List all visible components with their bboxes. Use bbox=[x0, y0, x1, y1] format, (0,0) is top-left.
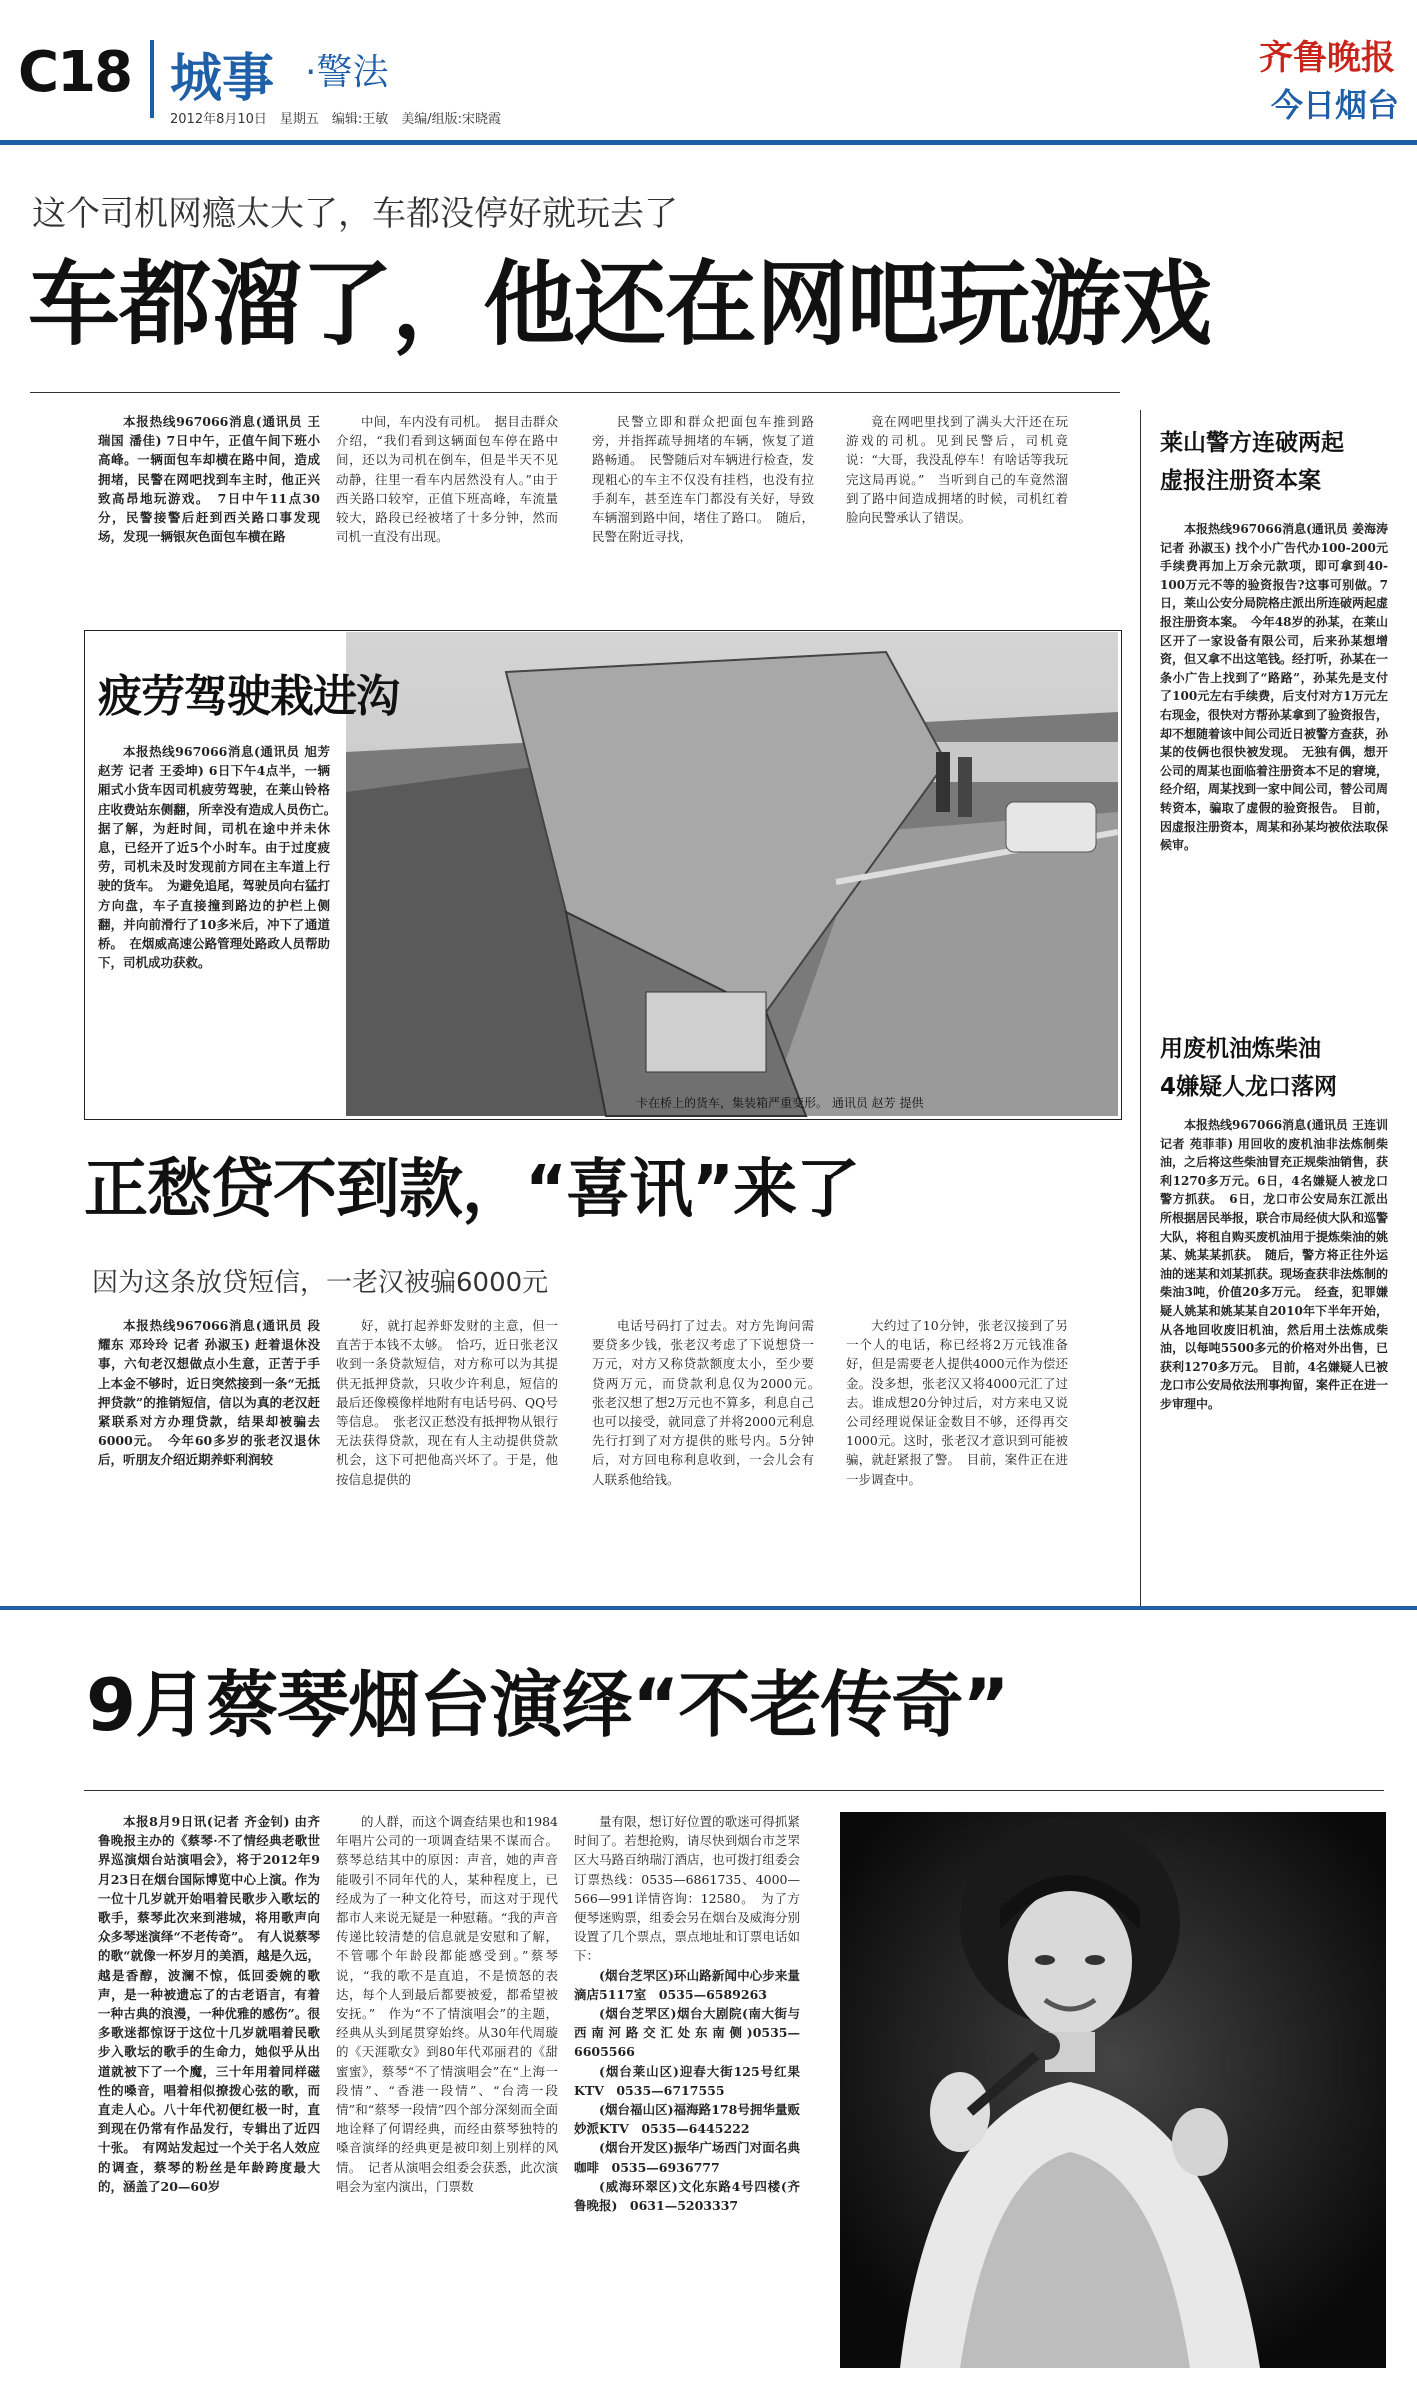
page-number: C18 bbox=[18, 40, 132, 105]
ticket-outlet: (威海环翠区)文化东路4号四楼(齐鲁晚报) 0631—5203337 bbox=[574, 2178, 800, 2214]
story3-headline: 9月蔡琴烟台演绎“不老传奇” bbox=[86, 1663, 1009, 1747]
section-title: 城事 bbox=[170, 49, 275, 109]
sidebar2-headline-line1: 用废机油炼柴油 bbox=[1160, 1036, 1321, 1062]
subsection-title: ·警法 bbox=[305, 52, 389, 93]
ticket-outlet: (烟台芝罘区)环山路新闻中心步来量滴店5117室 0535—6589263 bbox=[574, 1967, 800, 2002]
story1-rule bbox=[30, 392, 1120, 393]
ticket-outlet: (烟台开发区)振华广场西门对面名典咖啡 0535—6936777 bbox=[574, 2140, 800, 2175]
sidebar2-headline bbox=[1160, 1030, 1337, 1106]
story1-column-4: 竟在网吧里找到了满头大汗还在玩游戏的司机。见到民警后，司机竟说：“大哥，我没乱停车！有啥话等我玩完这局再说。” 当听到自己的车竟然溜到了路中间造成拥堵的时候，司机红着脸向民警承认了错误。 bbox=[846, 414, 1068, 526]
story2-column-1: 本报热线967066消息(通讯员 段耀东 邓玲玲 记者 孙淑玉) 赶着退休没事，六旬老汉想做点小生意，正苦于手上本金不够时，近日突然接到一条“无抵押贷款”的推销短信，信以为真的老汉赶紧联系对方办理贷款，结果却被骗去6000元。 今年60多岁的张老汉退休后，听朋友介绍近期养虾利润较 bbox=[98, 1318, 320, 1468]
sidebar2-headline-line2: 4嫌疑人龙口落网 bbox=[1160, 1074, 1338, 1100]
header-rule bbox=[0, 140, 1417, 145]
photo-story-headline: 疲劳驾驶栽进沟 bbox=[98, 671, 399, 722]
story1-headline: 车都溜了，他还在网吧玩游戏 bbox=[28, 251, 1212, 358]
story1-column-1: 本报热线967066消息(通讯员 王瑞国 潘佳) 7日中午，正值午间下班小高峰。一辆面包车却横在路中间，造成拥堵，民警在网吧找到车主时，他正兴致高昂地玩游戏。 7日中午11点30分，民警接警后赶到西关路口事发现场，发现一辆银灰色面包车横在路 bbox=[98, 414, 320, 545]
story2-column-4: 大约过了10分钟，张老汉接到了另一个人的电话，称已经将2万元钱准备好，但是需要老人提供4000元作为偿还金。没多想，张老汉又将4000元汇了过去。谁成想20分钟过后，对方来电又说公司经理说保证金数目不够，还得再交1000元。这时，张老汉才意识到可能被骗，就赶紧报了警。 目前，案件正在进一步调查中。 bbox=[846, 1318, 1068, 1487]
ticket-outlet: (烟台芝罘区)烟台大剧院(南大街与西南河路交汇处东南侧)0535—6605566 bbox=[574, 2006, 800, 2060]
story2-kicker: 因为这条放贷短信，一老汉被骗6000元 bbox=[92, 1268, 549, 1298]
story3-column-1: 本报8月9日讯(记者 齐金钊) 由齐鲁晚报主办的《蔡琴·不了情经典老歌世界巡演烟台站演唱会》，将于2012年9月23日在烟台国际博览中心上演。作为一位十几岁就开始唱着民歌步入歌坛的歌手，蔡琴此次来到港城，将用歌声向众多琴迷演绎“不老传奇”。 有人说蔡琴的歌“就像一杯岁月的美酒，越是久远，越是香醇，波澜不惊，低回委婉的歌声，是一种被遗忘了的古老语言，有着一种古典的浪漫，一种优雅的感伤”。很多歌迷都惊讶于这位十几岁就唱着民歌步入歌坛的歌手的生命力，她似乎从出道就被下了一个魔，三十年用着同样磁性的嗓音，唱着相似撩拨心弦的歌，而直走人心。八十年代初便红极一时，直到现在仍常有作品发行，专辑出了近四十张。 有网站发起过一个关于名人效应的调查，蔡琴的粉丝是年龄跨度最大的，涵盖了20—60岁 bbox=[98, 1814, 320, 2194]
sidebar1-headline-line2: 虚报注册资本案 bbox=[1160, 468, 1321, 494]
sidebar-rule bbox=[1140, 410, 1141, 1610]
story1-kicker: 这个司机网瘾太大了，车都没停好就玩去了 bbox=[32, 194, 678, 234]
story3-rule bbox=[84, 1790, 1384, 1791]
edition-meta: 2012年8月10日 星期五 编辑:王敏 美编/组版:宋晓霞 bbox=[170, 112, 502, 127]
newspaper-logo: 齐鲁晚报 bbox=[1259, 38, 1395, 78]
story3-top-rule bbox=[0, 1606, 1417, 1610]
sidebar2-text: 本报热线967066消息(通讯员 王连训 记者 苑菲菲) 用回收的废机油非法炼制柴油，之后将这些柴油冒充正规柴油销售，获利1270多万元。6日，4名嫌疑人被龙口警方抓获。 6日，龙口市公安局东江派出所根据居民举报，联合市局经侦大队和巡警大队，将租自购买废机油用于提炼柴油的姚某、姚某某抓获。 随后，警方将正往外运油的迷某和刘某抓获。现场查获非法炼制的柴油3吨，价值20多万元。 经查，犯罪嫌疑人姚某和姚某某自2010年下半年开始，从各地回收废旧机油，然后用土法炼成柴油，以每吨5500多元的价格对外出售，已获利1270多万元。 目前，4名嫌疑人已被龙口市公安局依法刑事拘留，案件正在进一步审理中。 bbox=[1160, 1118, 1389, 1411]
story1-column-2: 中间，车内没有司机。 据目击群众介绍，“我们看到这辆面包车停在路中间，还以为司机在倒车，但是半天不见动静，往里一看车内居然没有人。”由于西关路口较窄，正值下班高峰，车流量较大，路段已经被堵了十多分钟，然而司机一直没有出现。 bbox=[336, 414, 558, 545]
story2-headline: 正愁贷不到款，“喜讯”来了 bbox=[84, 1153, 860, 1227]
ticket-outlet: (烟台福山区)福海路178号拥华量贩妙派KTV 0535—6445222 bbox=[574, 2102, 800, 2137]
ticket-intro: 量有限，想订好位置的歌迷可得抓紧时间了。若想抢购，请尽快到烟台市芝罘区大马路百纳瑞汀酒店，也可拨打组委会订票热线：0535—6861735、4000—566—991详情咨询：12580。 为了方便琴迷购票，组委会另在烟台及威海分别设置了几个票点，票点地址和订票电话如下： bbox=[574, 1814, 800, 1964]
story1-column-3: 民警立即和群众把面包车推到路旁，并指挥疏导拥堵的车辆，恢复了道路畅通。 民警随后对车辆进行检查，发现粗心的车主不仅没有挂档，也没有拉手刹车，甚至连车门都没有关好，导致车辆溜到路中间，堵住了路口。 随后，民警在附近寻找， bbox=[592, 414, 814, 545]
story3-column-3 bbox=[574, 1812, 800, 2368]
header-divider bbox=[150, 40, 154, 118]
story2-column-3: 电话号码打了过去。对方先询问需要贷多少钱，张老汉考虑了下说想贷一万元，对方又称贷款额度太小，至少要贷两万元，而贷款利息仅为2000元。 张老汉想了想2万元也不算多，利息自己也可以接受，就同意了并将2000元利息先行打到了对方提供的账号内。5分钟后，对方回电称利息收到，一会儿会有人联系他给钱。 bbox=[592, 1318, 827, 1487]
photo-caption: 卡在桥上的货车，集装箱严重变形。 通讯员 赵芳 提供 bbox=[636, 1096, 924, 1110]
sidebar1-headline-line1: 莱山警方连破两起 bbox=[1160, 430, 1344, 456]
singer-photo bbox=[840, 1812, 1386, 2368]
story3-column-2: 的人群，而这个调查结果也和1984年唱片公司的一项调查结果不谋而合。蔡琴总结其中的原因：声音，她的声音能吸引不同年代的人，某种程度上，已经成为了一种文化符号，而这对于现代都市人来说无疑是一种慰藉。“我的声音传递比较清楚的信息就是安慰和了解，不管哪个年龄段都能感受到。”蔡琴说，“我的歌不是直追，不是愤怒的表达，每个人到最后都要被爱，都希望被安抚。” 作为“不了情演唱会”的主题，经典从头到尾贯穿始终。从30年代周璇的《天涯歌女》到80年代邓丽君的《甜蜜蜜》，蔡琴“不了情演唱会”在“上海一段情”、“香港一段情”、“台湾一段情”和“蔡琴一段情”四个部分深刻而全面地诠释了何谓经典，而经由蔡琴独特的嗓音演绎的经典更是被印刻上别样的风情。 记者从演唱会组委会获悉，此次演唱会为室内演出，门票数 bbox=[336, 1814, 558, 2194]
photo-story-text: 本报热线967066消息(通讯员 旭芳 赵芳 记者 王委坤) 6日下午4点半，一辆厢式小货车因司机疲劳驾驶，在莱山铃格庄收费站东侧翻，所幸没有造成人员伤亡。 据了解，为赶时间，司机在途中并未休息，已经开了近5个小时车。由于过度疲劳，司机未及时发现前方同在主车道上行驶的货车。 为避免追尾，驾驶员向右猛打方向盘，车子直接撞到路边的护栏上侧翻，并向前滑行了10多米后，冲下了通道桥。 在烟威高速公路管理处路政人员帮助下，司机成功获救。 bbox=[98, 744, 343, 971]
edition-name: 今日烟台 bbox=[1270, 86, 1399, 124]
sidebar1-headline bbox=[1160, 424, 1344, 500]
sidebar1-text: 本报热线967066消息(通讯员 姜海涛 记者 孙淑玉) 找个小广告代办100-200元手续费再加上万余元款项，即可拿到40-100万元不等的验资报告?这事可别做。7日，莱山公安分局院格庄派出所连破两起虚报注册资本案。 今年48岁的孙某，在莱山区开了一家设备有限公司，后来孙某想增资，但又拿不出这笔钱。经打听，孙某在一条小广告上找到了“路路”，孙某先是支付了100元左右手续费，后支付对方1万元左右现金，很快对方帮孙某拿到了验资报告，却不想随着该中间公司近日被警方查获，孙某的伎俩也很快被发现。 无独有偶，想开公司的周某也面临着注册资本不足的窘境，经介绍，周某找到一家中间公司，替公司周转资本，骗取了虚假的验资报告。 目前，因虚报注册资本，周某和孙某均被依法取保候审。 bbox=[1160, 522, 1389, 853]
ticket-outlet: (烟台莱山区)迎春大街125号红果KTV 0535—6717555 bbox=[574, 2063, 800, 2098]
story2-column-2: 好，就打起养虾发财的主意，但一直苦于本钱不太够。 恰巧，近日张老汉收到一条贷款短信，对方称可以为其提供无抵押贷款，只收少许利息，短信的最后还像模像样地附有电话号码、QQ号等信息。 张老汉正愁没有抵押物从银行无法获得贷款，现在有人主动提供贷款机会，这下可把他高兴坏了。于是，他按信息提供的 bbox=[336, 1318, 558, 1487]
truck-crash-photo bbox=[346, 632, 1118, 1116]
